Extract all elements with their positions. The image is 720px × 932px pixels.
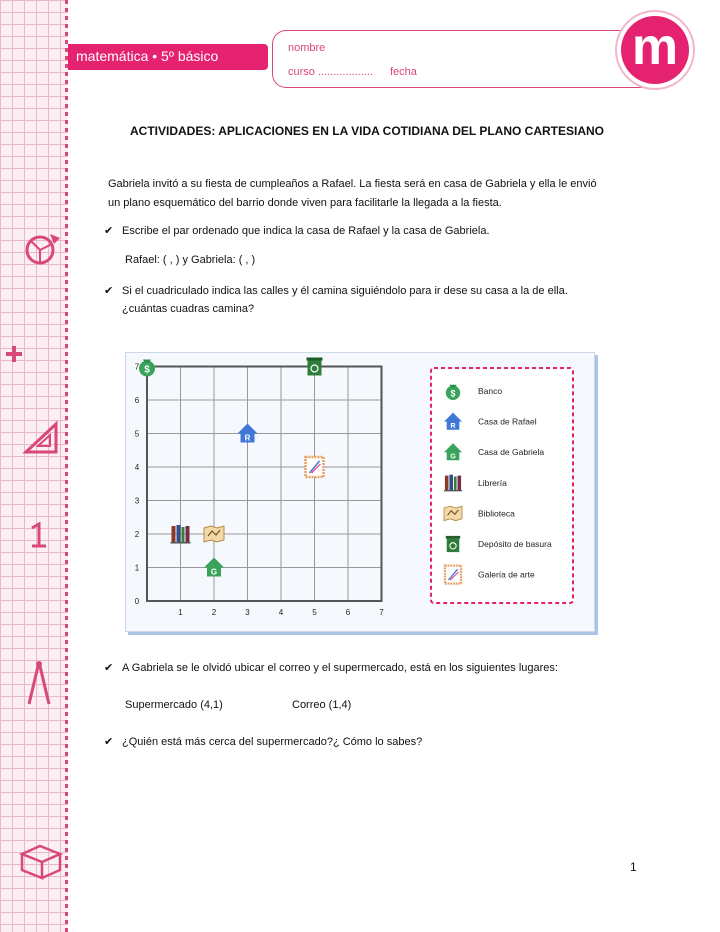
question-2-line-2: ¿cuántas cuadras camina? bbox=[122, 303, 255, 315]
point-casa-de-gabriela bbox=[204, 558, 224, 577]
legend-map-icon bbox=[444, 506, 462, 520]
x-tick-label: 3 bbox=[245, 608, 250, 617]
legend-label: Casa de Gabriela bbox=[478, 447, 545, 458]
digit-one-icon bbox=[26, 522, 48, 550]
supermercado-location: Supermercado (4,1) bbox=[125, 699, 223, 711]
y-tick-label: 5 bbox=[134, 429, 140, 439]
point-casa-de-rafael bbox=[238, 424, 258, 443]
curso-field[interactable]: curso .................. bbox=[288, 66, 373, 78]
point-banco bbox=[139, 360, 155, 377]
y-tick-label: 6 bbox=[134, 396, 140, 405]
legend-painting-icon bbox=[445, 566, 461, 584]
intro-line-2: un plano esquemático del barrio donde viven para facilitarle la llegada a la fiesta. bbox=[108, 197, 502, 209]
question-4 bbox=[104, 732, 422, 753]
question-1 bbox=[104, 221, 490, 242]
legend-label: Casa de Rafael bbox=[478, 416, 537, 427]
legend-trash-can-icon bbox=[446, 536, 460, 552]
point-galeria-de-arte bbox=[306, 457, 324, 477]
cartesian-plane bbox=[126, 353, 594, 631]
x-tick-label: 7 bbox=[379, 608, 384, 617]
question-4-text: ¿Quién está más cerca del supermercado?¿ Cómo lo sabes? bbox=[122, 736, 423, 748]
y-tick-label: 7 bbox=[134, 362, 140, 372]
x-tick-label: 6 bbox=[345, 608, 351, 617]
y-tick-label: 2 bbox=[134, 530, 140, 539]
map-panel bbox=[125, 352, 595, 632]
x-tick-label: 1 bbox=[178, 608, 183, 617]
checkmark-icon: ✔ bbox=[104, 225, 114, 237]
question-1-text: Escribe el par ordenado que indica la casa de Rafael y la casa de Gabriela. bbox=[122, 225, 490, 237]
legend-label: Galería de arte bbox=[478, 569, 535, 580]
legend-books-icon bbox=[444, 475, 462, 492]
svg-text:G: G bbox=[450, 451, 456, 461]
y-tick-label: 0 bbox=[134, 597, 140, 606]
x-tick-label: 4 bbox=[278, 608, 284, 617]
plus-icon bbox=[4, 344, 24, 364]
correo-location: Correo (1,4) bbox=[292, 699, 352, 711]
intro-line-1: Gabriela invitó a su fiesta de cumpleaños a Rafael. La fiesta será en casa de Gabriela y ella le envió bbox=[108, 178, 597, 190]
x-tick-label: 2 bbox=[211, 608, 217, 617]
margin-strip bbox=[0, 0, 68, 932]
y-tick-label: 3 bbox=[134, 496, 140, 506]
student-info-box bbox=[272, 30, 671, 88]
set-square-icon bbox=[22, 420, 62, 456]
cube-net-icon bbox=[18, 840, 64, 880]
legend-label: Librería bbox=[478, 477, 507, 488]
svg-text:$: $ bbox=[450, 388, 456, 399]
legend-label: Biblioteca bbox=[478, 508, 515, 519]
checkmark-icon: ✔ bbox=[104, 285, 114, 297]
svg-text:$: $ bbox=[144, 364, 150, 376]
svg-text:R: R bbox=[244, 433, 251, 443]
y-tick-label: 1 bbox=[134, 563, 140, 573]
brand-logo: m bbox=[621, 16, 689, 84]
plot-frame bbox=[147, 367, 382, 602]
fecha-field[interactable]: fecha bbox=[390, 66, 417, 78]
question-3-text: A Gabriela se le olvidó ubicar el correo y el supermercado, está en los siguientes lugares: bbox=[122, 662, 558, 674]
point-biblioteca bbox=[204, 526, 224, 542]
legend-label: Banco bbox=[478, 386, 503, 396]
page-number: 1 bbox=[630, 860, 637, 874]
svg-text:R: R bbox=[450, 420, 456, 430]
svg-text:G: G bbox=[210, 567, 218, 577]
y-tick-label: 4 bbox=[134, 463, 140, 472]
checkmark-icon: ✔ bbox=[104, 736, 114, 748]
legend-label: Depósito de basura bbox=[478, 539, 552, 549]
page-title: ACTIVIDADES: APLICACIONES EN LA VIDA COTIDIANA DEL PLANO CARTESIANO bbox=[130, 124, 605, 138]
checkmark-icon: ✔ bbox=[104, 662, 114, 674]
point-libreria bbox=[171, 525, 191, 544]
nombre-field[interactable]: nombre bbox=[288, 42, 326, 54]
x-tick-label: 5 bbox=[312, 608, 317, 617]
compass-icon bbox=[26, 660, 52, 706]
protractor-icon bbox=[22, 228, 62, 268]
subject-label: matemática • 5º básico bbox=[76, 48, 219, 64]
point-deposito-de-basura bbox=[307, 358, 323, 376]
q1-answer-line: Rafael: ( , ) y Gabriela: ( , ) bbox=[125, 254, 256, 266]
question-2-line-1: Si el cuadriculado indica las calles y él camina siguiéndolo para ir dese su casa a la de ella. bbox=[122, 285, 568, 297]
subject-header bbox=[68, 44, 268, 70]
question-3 bbox=[104, 658, 558, 679]
